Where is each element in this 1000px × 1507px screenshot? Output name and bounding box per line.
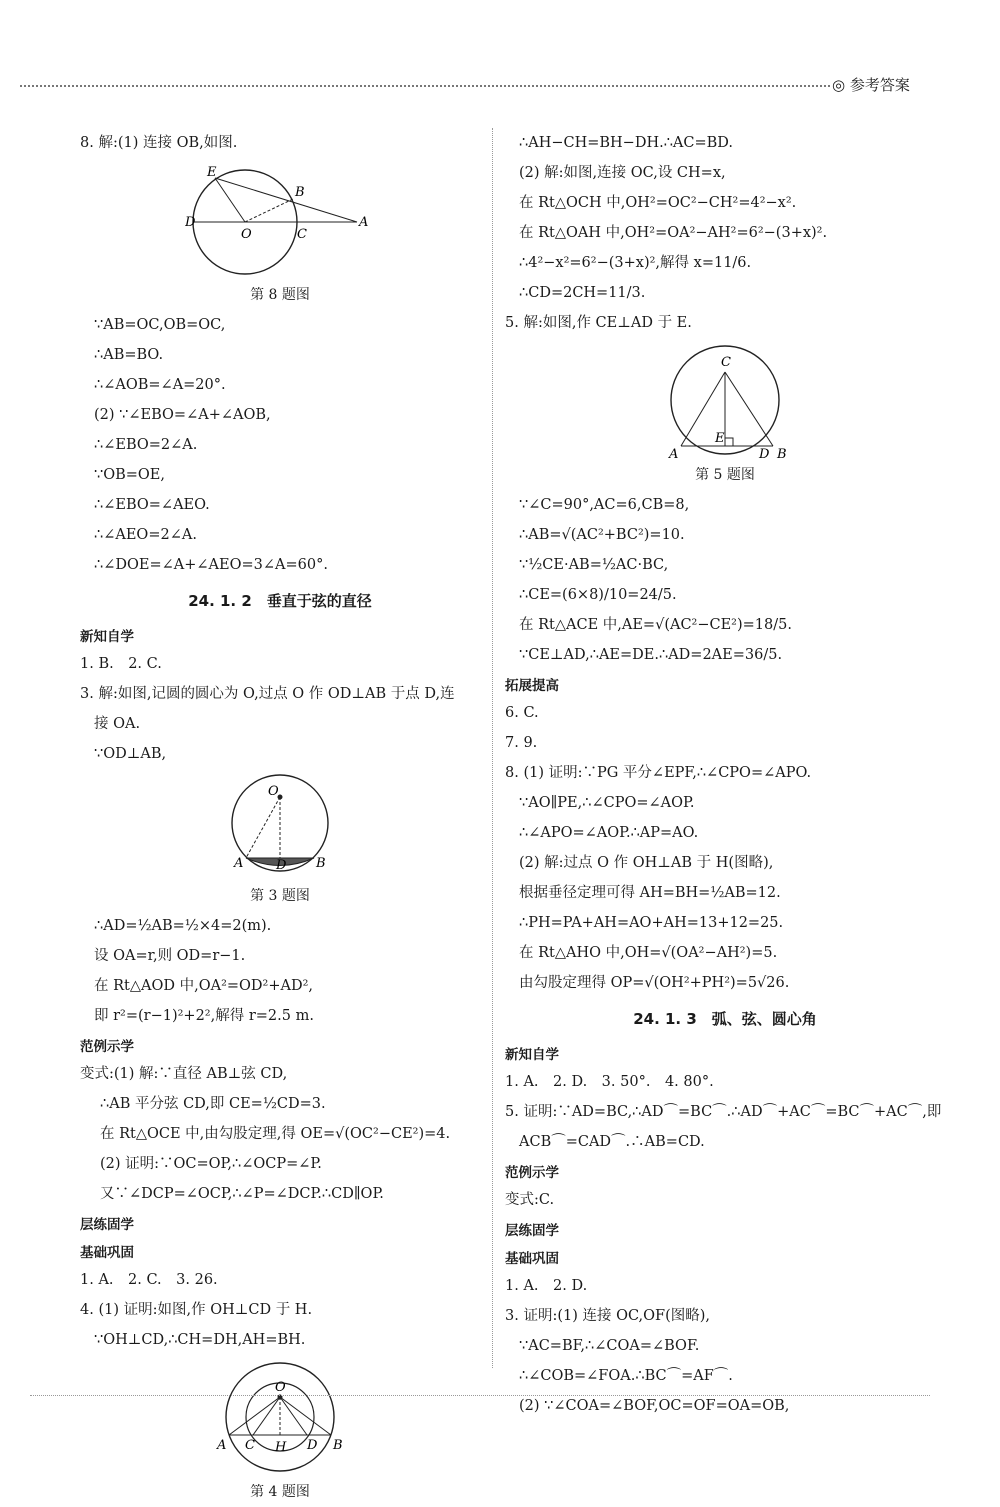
answer-line: 变式:(1) 解:∵直径 AB⊥弦 CD, [80, 1066, 288, 1082]
subsection-heading: 层练固学 [505, 1223, 559, 1239]
answer-line: ∴∠EBO=2∠A. [94, 437, 198, 453]
answer-line: 8. 解:(1) 连接 OB,如图. [80, 135, 238, 151]
subsection-heading: 基础巩固 [80, 1245, 134, 1261]
answer-line: 接 OA. [94, 716, 141, 732]
subsection-heading: 层练固学 [80, 1217, 134, 1233]
answer-line: 在 Rt△AHO 中,OH=√(OA²−AH²)=5. [519, 945, 778, 961]
answer-line: ∴4²−x²=6²−(3+x)²,解得 x=11/6. [519, 255, 752, 271]
answer-line: 在 Rt△OAH 中,OH²=OA²−AH²=6²−(3+x)². [519, 225, 828, 241]
fig-label-o: O [241, 227, 252, 242]
answer-line: ∵OH⊥CD,∴CH=DH,AH=BH. [94, 1332, 306, 1348]
figure-q8 [185, 162, 375, 282]
answer-line: 3. 证明:(1) 连接 OC,OF(图略), [505, 1308, 711, 1324]
fig-label-c: C [245, 1438, 255, 1453]
left-column [80, 128, 480, 1507]
answer-line: 8. (1) 证明:∵PG 平分∠EPF,∴∠CPO=∠APO. [505, 765, 812, 781]
answer-line: ∴AD=½AB=½×4=2(m). [94, 918, 272, 934]
fig-label-a: A [669, 447, 679, 462]
fig-label-a: A [217, 1438, 227, 1453]
answer-line: 在 Rt△OCH 中,OH²=OC²−CH²=4²−x². [519, 195, 797, 211]
fig-label-h: H [275, 1440, 287, 1455]
fig-label-c: C [297, 227, 307, 242]
fig-label-o: O [268, 784, 279, 799]
answer-line: (2) 解:过点 O 作 OH⊥AB 于 H(图略), [519, 855, 774, 871]
answer-line: ∴AB 平分弦 CD,即 CE=½CD=3. [100, 1096, 326, 1112]
footer-rule [30, 1395, 930, 1396]
subsection-heading: 拓展提高 [505, 678, 559, 694]
answer-line: 又∵∠DCP=∠OCP,∴∠P=∠DCP.∴CD∥OP. [100, 1186, 384, 1202]
answer-line: ACB⌒=CAD⌒.∴AB=CD. [519, 1134, 705, 1150]
answer-line: 变式:C. [505, 1192, 555, 1208]
answer-line: (2) ∵∠COA=∠BOF,OC=OF=OA=OB, [519, 1398, 790, 1414]
answer-line: ∵AC=BF,∴∠COA=∠BOF. [519, 1338, 700, 1354]
subsection-heading: 新知自学 [80, 629, 134, 645]
figure-q4 [215, 1359, 345, 1479]
fig-label-a: A [359, 215, 369, 230]
subsection-heading: 范例示学 [80, 1039, 134, 1055]
subsection-heading: 新知自学 [505, 1047, 559, 1063]
answer-line: ∴AB=√(AC²+BC²)=10. [519, 527, 685, 543]
answer-line: ∴∠COB=∠FOA.∴BC⌒=AF⌒. [519, 1368, 733, 1384]
answer-line: 5. 证明:∵AD=BC,∴AD⌒=BC⌒.∴AD⌒+AC⌒=BC⌒+AC⌒,即 [505, 1104, 942, 1120]
answer-line: ∵∠C=90°,AC=6,CB=8, [519, 497, 690, 513]
right-column [505, 128, 945, 1421]
section-heading: 24. 1. 3 弧、弦、圆心角 [633, 1010, 817, 1028]
answer-line: ∵OD⊥AB, [94, 746, 167, 762]
page-header-title: ◎ 参考答案 [832, 76, 910, 94]
answer-line: ∴AH−CH=BH−DH.∴AC=BD. [519, 135, 734, 151]
answer-line: 1. A. 2. C. 3. 26. [80, 1272, 218, 1288]
answer-line: 在 Rt△AOD 中,OA²=OD²+AD², [94, 978, 314, 994]
answer-line: 设 OA=r,则 OD=r−1. [94, 948, 246, 964]
fig-label-d: D [307, 1438, 318, 1453]
fig-label-d: D [759, 447, 770, 462]
fig-label-e: E [715, 431, 725, 446]
fig-label-b: B [316, 856, 326, 871]
figure-caption: 第 5 题图 [695, 467, 755, 483]
answer-line: ∴∠AOB=∠A=20°. [94, 377, 226, 393]
fig-label-o: O [275, 1380, 286, 1395]
figure-q5 [655, 342, 795, 462]
answer-line: 在 Rt△OCE 中,由勾股定理,得 OE=√(OC²−CE²)=4. [100, 1126, 451, 1142]
answer-line: 在 Rt△ACE 中,AE=√(AC²−CE²)=18/5. [519, 617, 792, 633]
answer-line: 即 r²=(r−1)²+2²,解得 r=2.5 m. [94, 1008, 314, 1024]
answer-line: 5. 解:如图,作 CE⊥AD 于 E. [505, 315, 692, 331]
fig-label-e: E [207, 165, 217, 180]
answer-line: 1. B. 2. C. [80, 656, 162, 672]
fig-label-a: A [234, 856, 244, 871]
fig-label-b: B [295, 185, 305, 200]
answer-line: ∴∠APO=∠AOP.∴AP=AO. [519, 825, 699, 841]
answer-line: (2) 证明:∵OC=OP,∴∠OCP=∠P. [100, 1156, 322, 1172]
figure-q3 [220, 773, 340, 883]
answer-line: 6. C. [505, 705, 539, 721]
answer-line: 由勾股定理得 OP=√(OH²+PH²)=5√26. [519, 975, 790, 991]
answer-line: ∴CE=(6×8)/10=24/5. [519, 587, 677, 603]
fig-label-c: C [721, 355, 731, 370]
figure-caption: 第 3 题图 [250, 888, 310, 904]
header-rule [20, 85, 830, 87]
answer-line: ∵CE⊥AD,∴AE=DE.∴AD=2AE=36/5. [519, 647, 783, 663]
fig-label-b: B [777, 447, 787, 462]
answer-line: ∵OB=OE, [94, 467, 165, 483]
answer-line: 根据垂径定理可得 AH=BH=½AB=12. [519, 885, 781, 901]
column-divider [492, 128, 493, 1368]
answer-line: 3. 解:如图,记圆的圆心为 O,过点 O 作 OD⊥AB 于点 D,连 [80, 686, 455, 702]
fig-label-b: B [333, 1438, 343, 1453]
answer-line: ∴PH=PA+AH=AO+AH=13+12=25. [519, 915, 784, 931]
answer-line: 1. A. 2. D. 3. 50°. 4. 80°. [505, 1074, 714, 1090]
answer-line: ∴∠AEO=2∠A. [94, 527, 197, 543]
answer-line: ∴AB=BO. [94, 347, 164, 363]
fig-label-d: D [185, 215, 196, 230]
answer-line: 1. A. 2. D. [505, 1278, 588, 1294]
answer-line: (2) 解:如图,连接 OC,设 CH=x, [519, 165, 726, 181]
fig-label-d: D [276, 858, 287, 873]
answer-line: ∴CD=2CH=11/3. [519, 285, 646, 301]
answer-line: 7. 9. [505, 735, 538, 751]
section-heading: 24. 1. 2 垂直于弦的直径 [188, 592, 372, 610]
answer-line: ∴∠EBO=∠AEO. [94, 497, 210, 513]
subsection-heading: 基础巩固 [505, 1251, 559, 1267]
figure-caption: 第 8 题图 [250, 287, 310, 303]
subsection-heading: 范例示学 [505, 1165, 559, 1181]
answer-line: ∴∠DOE=∠A+∠AEO=3∠A=60°. [94, 557, 328, 573]
answer-line: ∵AO∥PE,∴∠CPO=∠AOP. [519, 795, 695, 811]
figure-caption: 第 4 题图 [250, 1484, 310, 1500]
answer-line: ∵½CE·AB=½AC·BC, [519, 557, 669, 573]
answer-line: 4. (1) 证明:如图,作 OH⊥CD 于 H. [80, 1302, 313, 1318]
answer-line: ∵AB=OC,OB=OC, [94, 317, 226, 333]
answer-line: (2) ∵∠EBO=∠A+∠AOB, [94, 407, 271, 423]
